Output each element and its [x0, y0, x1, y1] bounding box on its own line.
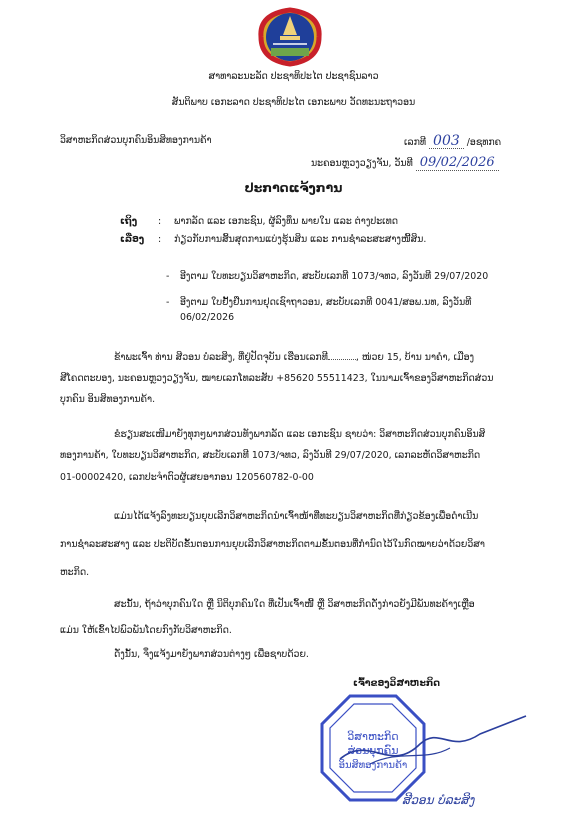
bullet-text: ອີງຕາມ ໃບທະບຽນວິສາຫະກິດ, ສະບັບເລກທີ 1073/ຈທວ, ລົງວັນທີ 29/07/2020	[180, 271, 489, 282]
signatory-role: ເຈົ້າຂອງວິສາຫະກິດ	[353, 678, 440, 689]
ref-line	[404, 134, 501, 150]
svg-text:ອິນສິທອງການຄ້າ: ອິນສິທອງການຄ້າ	[338, 760, 408, 771]
svg-text:ສ່ວນບຸກຄົນ: ສ່ວນບຸກຄົນ	[347, 744, 399, 757]
to-label: ເຖິງ	[120, 216, 138, 227]
ref-suffix: /ອຊທກຄ	[466, 137, 502, 148]
document-date: 09/02/2026	[416, 156, 499, 171]
paragraph-1-line-2: ສີໂຄດຕະບອງ, ນະຄອນຫຼວງວຽງຈັນ, ໝາຍເລກໂທລະສັບ +85620 55511423, ໃນນາມເຈົ້າຂອງວິສາຫະກິດສ່ວນ	[60, 373, 494, 384]
svg-text:ວິສາຫະກິດ: ວິສາຫະກິດ	[347, 730, 399, 743]
paragraph-2-line-3: 01-00002420, ເລກປະຈໍາຕົວຜູ້ເສຍອາກອນ 120560782-0-00	[60, 472, 314, 483]
subject-label: ເລື່ອງ	[120, 234, 145, 245]
bullet-text-continued: 06/02/2026	[180, 312, 235, 323]
document-title: ປະກາດແຈ້ງການ	[244, 180, 343, 195]
paragraph-1-line-1	[114, 351, 474, 365]
bullet-dash: -	[166, 271, 170, 282]
paragraph-4-line-2: ແມ່ນ ໃຫ້ເຂົ້າໄປພົວພັນໂດຍກົງກັບວິສາຫະກິດ.	[60, 625, 232, 636]
paragraph-3-line-3: ຫະກິດ.	[60, 567, 90, 578]
signatory-name: ສີວອນ ບໍລະສິງ	[402, 793, 475, 807]
closing-line: ດັ່ງນັ້ນ, ຈຶ່ງແຈ້ງມາຍັງພາກສ່ວນຕ່າງໆ ເພື່ອຊາບດ້ວຍ.	[114, 649, 309, 660]
paragraph-2-line-1: ຂໍຮຽນສະເໜີມາຍັງທຸກໆພາກສ່ວນທັງພາກລັດ ແລະ ເອກະຊົນ ຊາບວ່າ: ວິສາຫະກິດສ່ວນບຸກຄົນອິນສິ	[114, 429, 486, 440]
paragraph-1-start: ຂ້າພະເຈົ້າ ທ່ານ ສີວອນ ບໍລະສິງ, ທີ່ຢູ່ປັດຈຸບັນ ເຮືອນເລກທີ	[114, 352, 328, 363]
paragraph-2-line-2: ທອງການຄ້າ, ໃບທະບຽນວິສາຫະກິດ, ສະບັບເລກທີ 1073/ຈທວ, ລົງວັນທີ 29/07/2020, ເລກລະຫັດວິສາຫະກິດ	[60, 450, 481, 461]
subject-colon: :	[158, 234, 162, 245]
ref-number: 003	[429, 134, 464, 149]
paragraph-3-line-1: ແມ່ນໄດ້ແຈ້ງລົງທະບຽນຍຸບເລີກວິສາຫະກິດນໍາເຈົ້າໜ້າທີ່ທະບຽນວິສາຫະກິດທີ່ກ່ຽວຂ້ອງເພື່ອດໍາເນີນ	[114, 511, 479, 522]
paragraph-1-line-3: ບຸກຄົນ ອິນສິທອງການຄ້າ.	[60, 394, 156, 405]
bullet-text: ອີງຕາມ ໃບຢັ້ງຢືນການຢຸດເຊົາຖາວອນ, ສະບັບເລກທີ 0041/ສອພ.ນທ, ລົງວັນທີ	[180, 297, 472, 308]
org-name: ວິສາຫະກິດສ່ວນບຸກຄົນອິນສິທອງການຄ້າ	[60, 135, 212, 146]
to-colon: :	[158, 216, 162, 227]
paragraph-1-after-blank: , ໜ່ວຍ 15, ບ້ານ ນາຄໍາ, ເມືອງ	[355, 352, 475, 363]
place-date-label: ນະຄອນຫຼວງວຽງຈັນ, ວັນທີ	[311, 158, 413, 169]
ref-label: ເລກທີ	[404, 137, 427, 148]
to-text: ພາກລັດ ແລະ ເອກະຊົນ, ຜູ້ລົງທຶນ ພາຍໃນ ແລະ ຕ່າງປະເທດ	[174, 216, 399, 227]
country-line: ສາທາລະນະລັດ ປະຊາທິປະໄຕ ປະຊາຊົນລາວ	[208, 71, 379, 82]
motto-line: ສັນຕິພາບ ເອກະລາດ ປະຊາທິປະໄຕ ເອກະພາບ ວັດທະນະຖາວອນ	[171, 97, 416, 108]
subject-text: ກ່ຽວກັບການສິ້ນສຸດການແບ່ງຮຸ້ນສິນ ແລະ ການຊໍາລະສະສາງໜີ້ສິນ.	[174, 234, 427, 245]
place-date-line	[311, 156, 499, 171]
paragraph-4-line-1: ສະນັ້ນ, ຖ້າວ່າບຸກຄົນໃດ ຫຼື ນິຕິບຸກຄົນໃດ ທີ່ເປັນເຈົ້າໜີ້ ຫຼື ວິສາຫະກິດດັ່ງກ່າວຍັງມີພັນທະຄ້າງເຫຼືອ	[114, 599, 475, 610]
bullet-dash: -	[166, 297, 170, 308]
paragraph-3-line-2: ການຊໍາລະສະສາງ ແລະ ປະຕິບັດຂັ້ນຕອນການຍຸບເລີກວິສາຫະກິດຕາມຂັ້ນຕອນທີ່ກໍານົດໄວ້ໃນກົດໝາຍວ່າດ້ວຍວິສາ	[60, 539, 485, 550]
handwritten-signature	[330, 704, 530, 784]
lao-national-emblem-icon	[247, 6, 333, 68]
house-number-blank	[328, 359, 356, 360]
